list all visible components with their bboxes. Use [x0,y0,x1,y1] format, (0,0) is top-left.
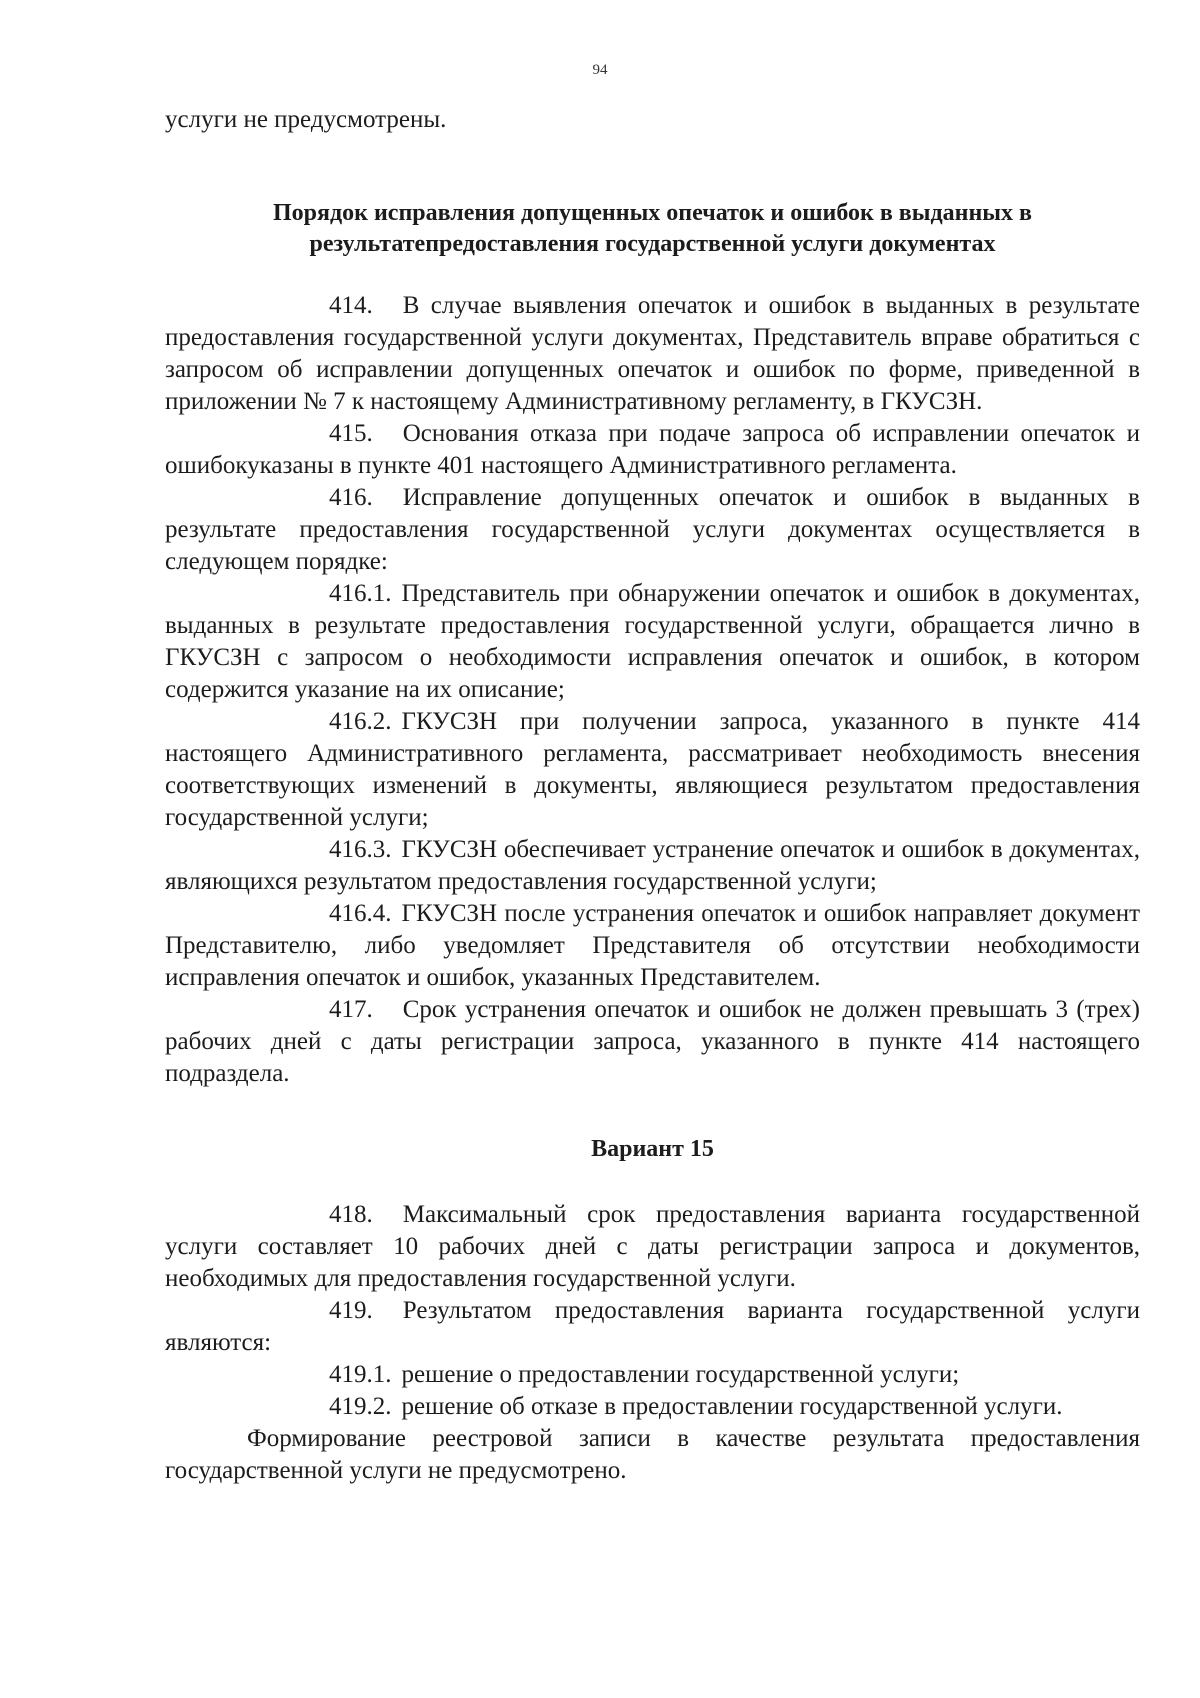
paragraph [165,1199,1140,1295]
paragraph-number: 414. [329,292,373,319]
paragraph [165,418,1140,482]
paragraph-text: Срок устранения опечаток и ошибок не должен превышать 3 (трех) рабочих дней с даты регистрации запроса, указанного в пункте 414 настоящего подраздела. [165,996,1140,1087]
paragraph-text: Представитель при обнаружении опечаток и ошибок в документах, выданных в результате предоставления государственной услуги, обращается лично в ГКУСЗН с запросом о необходимости исправления опечаток и ошибок, в котором содержится указание на их описание; [165,580,1140,703]
paragraph [165,1423,1140,1487]
paragraph-text: Основания отказа при подаче запроса об исправлении опечаток и ошибокуказаны в пункте 401 настоящего Административного регламента. [165,420,1140,479]
paragraph [165,578,1140,706]
paragraph-number: 416.1. [329,580,392,607]
paragraph-text: ГКУСЗН после устранения опечаток и ошибок направляет документ Представителю, либо уведомляет Представителя об отсутствии необходимости исправления опечаток и ошибок, указанных Представителем. [165,900,1140,991]
paragraph [165,1295,1140,1359]
paragraph-number: 418. [329,1201,373,1228]
paragraph-number: 415. [329,420,373,447]
paragraph [165,994,1140,1090]
paragraph-text: Максимальный срок предоставления варианта государственной услуги составляет 10 рабочих дней с даты регистрации запроса и документов, необходимых для предоставления государственной услуги. [165,1201,1140,1292]
paragraph-text: решение об отказе в предоставлении государственной услуги. [401,1393,1063,1420]
paragraph-text: Формирование реестровой записи в качестве результата предоставления государственной услуги не предусмотрено. [165,1425,1140,1484]
paragraph [165,1391,1140,1423]
paragraph-text: решение о предоставлении государственной услуги; [401,1361,960,1388]
paragraph [165,290,1140,418]
paragraph-text: ГКУСЗН при получении запроса, указанного в пункте 414 настоящего Административного регламента, рассматривает необходимость внесения соответствующих изменений в документы, являющиеся результатом предоставления государственной услуги; [165,708,1140,831]
section-paragraphs [165,290,1140,1090]
paragraph-number: 419.1. [329,1361,392,1388]
variant-heading: Вариант 15 [591,1136,714,1162]
paragraph [165,706,1140,834]
paragraph [165,898,1140,994]
lead-text: услуги не предусмотрены. [165,106,447,133]
paragraph [165,834,1140,898]
paragraph-number: 416. [329,484,373,511]
paragraph-number: 417. [329,996,373,1023]
paragraph-number: 416.4. [329,900,392,927]
paragraph-text: Результатом предоставления варианта государственной услуги являются: [165,1297,1140,1356]
paragraph-text: Исправление допущенных опечаток и ошибок в выданных в результате предоставления государственной услуги документах осуществляется в следующем порядке: [165,484,1140,575]
paragraph-text: В случае выявления опечаток и ошибок в выданных в результате предоставления государственной услуги документах, Представитель вправе обратиться с запросом об исправлении допущенных опечаток и ошибок по форме, приведенной в приложении № 7 к настоящему Административному регламенту, в ГКУСЗН. [165,292,1140,415]
paragraph-number: 419. [329,1297,373,1324]
page-number: 94 [592,62,608,78]
paragraph [165,1359,1140,1391]
paragraph-number: 419.2. [329,1393,392,1420]
paragraph-number: 416.2. [329,708,392,735]
document-body [165,104,1140,1487]
paragraph-text: ГКУСЗН обеспечивает устранение опечаток и ошибок в документах, являющихся результатом предоставления государственной услуги; [165,836,1140,895]
paragraph-number: 416.3. [329,836,392,863]
paragraph [165,482,1140,578]
section-heading: Порядок исправления допущенных опечаток и ошибок в выданных в результатепредоставления государственной услуги документах [273,200,1032,257]
variant-paragraphs [165,1199,1140,1487]
